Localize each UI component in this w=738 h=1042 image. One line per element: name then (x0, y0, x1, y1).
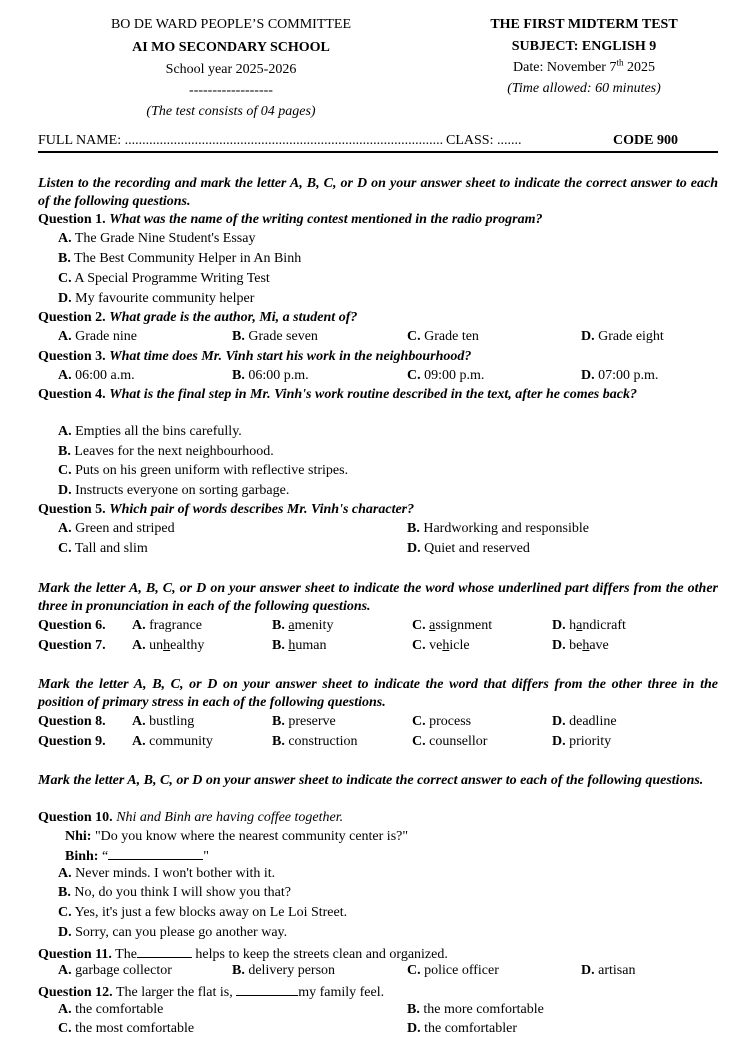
q9-option-d[interactable]: D. priority (552, 734, 612, 749)
q12-option-c[interactable]: C. the most comfortable (58, 1021, 195, 1036)
header-rule (38, 151, 718, 153)
q10-binh-line: Binh: “ " (65, 846, 209, 866)
school-year: School year 2025-2026 (165, 62, 297, 77)
q8-option-b[interactable]: B. preserve (272, 714, 336, 729)
q10-option-b[interactable]: B. No, do you think I will show you that? (58, 885, 291, 900)
q3-option-b[interactable]: B. 06:00 p.m. (232, 368, 309, 383)
q8-option-d[interactable]: D. deadline (552, 714, 617, 729)
q2-option-a[interactable]: A. Grade nine (58, 329, 137, 344)
exam-code: CODE 900 (613, 133, 678, 148)
question-10: Question 10. Nhi and Binh are having coffee together. (38, 810, 344, 825)
question-3: Question 3. What time does Mr. Vinh start his work in the neighbourhood? (38, 349, 472, 364)
instruction-stress: Mark the letter A, B, C, or D on your answer sheet to indicate the word that differs from the other three in the position of primary stress in each of the following questions. (38, 677, 718, 710)
q4-option-a[interactable]: A. Empties all the bins carefully. (58, 424, 242, 439)
q9-option-b[interactable]: B. construction (272, 734, 358, 749)
q7-option-a[interactable]: A. unhealthy (132, 638, 205, 653)
q11-blank[interactable] (137, 944, 192, 958)
q6-option-a[interactable]: A. fragrance (132, 618, 202, 633)
school-name: AI MO SECONDARY SCHOOL (132, 40, 330, 55)
q1-option-b[interactable]: B. The Best Community Helper in An Binh (58, 251, 302, 266)
q12-option-b[interactable]: B. the more comfortable (407, 1002, 544, 1017)
q6-option-b[interactable]: B. amenity (272, 618, 334, 633)
test-date: Date: November 7th 2025 (513, 57, 655, 75)
q9-option-c[interactable]: C. counsellor (412, 734, 488, 749)
q5-option-b[interactable]: B. Hardworking and responsible (407, 521, 589, 536)
q2-option-b[interactable]: B. Grade seven (232, 329, 318, 344)
question-1: Question 1. What was the name of the writing contest mentioned in the radio program? (38, 212, 543, 227)
question-6: Question 6. (38, 618, 106, 633)
question-4: Question 4. What is the final step in Mr. Vinh's work routine described in the text, after he comes back? (38, 387, 637, 402)
q7-option-b[interactable]: B. human (272, 638, 327, 653)
q11-option-a[interactable]: A. garbage collector (58, 963, 172, 978)
q10-option-d[interactable]: D. Sorry, can you please go another way. (58, 925, 288, 940)
q3-option-a[interactable]: A. 06:00 a.m. (58, 368, 135, 383)
q8-option-a[interactable]: A. bustling (132, 714, 195, 729)
q10-option-a[interactable]: A. Never minds. I won't bother with it. (58, 866, 276, 881)
q3-option-c[interactable]: C. 09:00 p.m. (407, 368, 485, 383)
question-8: Question 8. (38, 714, 106, 729)
q10-blank[interactable] (108, 846, 203, 860)
q1-option-d[interactable]: D. My favourite community helper (58, 291, 255, 306)
q2-option-d[interactable]: D. Grade eight (581, 329, 664, 344)
question-2: Question 2. What grade is the author, Mi, a student of? (38, 310, 358, 325)
instruction-listening: Listen to the recording and mark the letter A, B, C, or D on your answer sheet to indicate the correct answer to each of the following questions. (38, 176, 718, 209)
q9-option-a[interactable]: A. community (132, 734, 213, 749)
q5-option-a[interactable]: A. Green and striped (58, 521, 175, 536)
question-9: Question 9. (38, 734, 106, 749)
question-12: Question 12. The larger the flat is, my family feel. (38, 982, 384, 1002)
q2-option-c[interactable]: C. Grade ten (407, 329, 479, 344)
question-5: Question 5. Which pair of words describes Mr. Vinh's character? (38, 502, 415, 517)
q1-option-a[interactable]: A. The Grade Nine Student's Essay (58, 231, 256, 246)
q7-option-d[interactable]: D. behave (552, 638, 609, 653)
q12-option-a[interactable]: A. the comfortable (58, 1002, 164, 1017)
q4-option-b[interactable]: B. Leaves for the next neighbourhood. (58, 444, 274, 459)
q4-option-d[interactable]: D. Instructs everyone on sorting garbage. (58, 483, 290, 498)
q6-option-d[interactable]: D. handicraft (552, 618, 626, 633)
q5-option-c[interactable]: C. Tall and slim (58, 541, 148, 556)
question-7: Question 7. (38, 638, 106, 653)
q4-option-c[interactable]: C. Puts on his green uniform with reflective stripes. (58, 463, 349, 478)
test-subject: SUBJECT: ENGLISH 9 (511, 39, 657, 54)
q7-option-c[interactable]: C. vehicle (412, 638, 470, 653)
committee-name: BO DE WARD PEOPLE’S COMMITTEE (110, 17, 352, 32)
q11-option-d[interactable]: D. artisan (581, 963, 636, 978)
q5-option-d[interactable]: D. Quiet and reserved (407, 541, 530, 556)
q10-nhi-line: Nhi: "Do you know where the nearest community center is?" (65, 829, 409, 844)
q1-option-c[interactable]: C. A Special Programme Writing Test (58, 271, 270, 286)
time-allowed: (Time allowed: 60 minutes) (507, 81, 661, 96)
q10-option-c[interactable]: C. Yes, it's just a few blocks away on Le Loi Street. (58, 905, 348, 920)
q11-option-b[interactable]: B. delivery person (232, 963, 336, 978)
header-dashes: ------------------ (189, 83, 273, 98)
pages-note: (The test consists of 04 pages) (146, 104, 316, 119)
fullname-field[interactable]: FULL NAME: ........................................................................................... (38, 133, 444, 148)
q3-option-d[interactable]: D. 07:00 p.m. (581, 368, 659, 383)
question-11: Question 11. The helps to keep the streets clean and organized. (38, 944, 448, 964)
class-field[interactable]: CLASS: ....... (446, 133, 522, 148)
instruction-pronunciation: Mark the letter A, B, C, or D on your answer sheet to indicate the word whose underlined part differs from the other three in pronunciation in each of the following questions. (38, 581, 718, 614)
q12-blank[interactable] (236, 982, 298, 996)
q12-option-d[interactable]: D. the comfortabler (407, 1021, 518, 1036)
q6-option-c[interactable]: C. assignment (412, 618, 493, 633)
instruction-grammar: Mark the letter A, B, C, or D on your answer sheet to indicate the correct answer to each of the following questions. (38, 773, 704, 788)
q8-option-c[interactable]: C. process (412, 714, 472, 729)
test-title: THE FIRST MIDTERM TEST (490, 17, 678, 32)
q11-option-c[interactable]: C. police officer (407, 963, 499, 978)
